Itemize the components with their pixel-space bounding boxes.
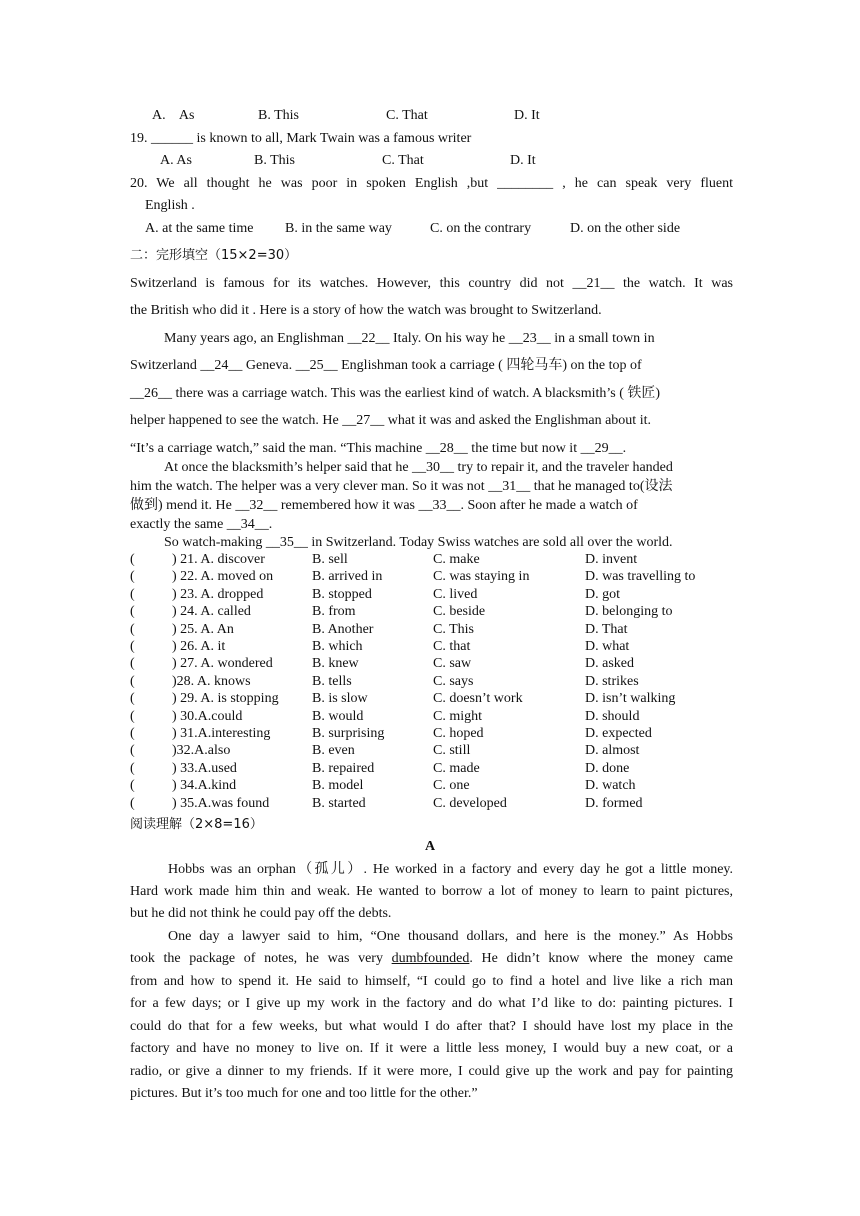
question-option-c: C. doesn’t work [433,691,523,707]
cloze-line: Switzerland is famous for its watches. However, this country did not __21__ the watch. It was [130,276,733,291]
question-option-d: D. what [585,639,630,654]
cloze-line: __26__ there was a carriage watch. This was the earliest kind of watch. A blacksmith’s ( 铁匠) [130,386,661,401]
question-option-a: ) 27. A. wondered [172,656,273,672]
question-option-a: )32.A.also [172,743,231,759]
cloze-line: At once the blacksmith’s helper said that he __30__ try to repair it, and the traveler handed [164,460,673,475]
question-option-a: ) 30.A.could [172,708,243,724]
q19-option-c: C. That [382,153,424,168]
question-option-a: ) 33.A.used [172,760,237,776]
cloze-line: him the watch. The helper was a very clever man. So it was not __31__ that he managed to(设法 [130,479,673,494]
answer-paren[interactable]: ( [130,726,135,741]
section-label: A [424,839,436,854]
question-option-d: D. was travelling to [585,569,696,585]
question-option-b: B. knew [312,656,359,672]
answer-paren[interactable]: ( [130,639,135,654]
question-option-d: D. isn’t walking [585,691,676,707]
question-option-a: ) 25. A. An [172,621,234,637]
question-option-d: D. strikes [585,673,639,689]
question-option-d: D. invent [585,552,638,567]
cloze-line: exactly the same __34__. [130,517,273,532]
reading-line: radio, or give a dinner to my friends. If it were more, I could give up the work and pay for painting [130,1064,733,1079]
answer-paren[interactable]: ( [130,621,135,637]
reading-line: pictures. But it’s too much for one and too little for the other.” [130,1086,478,1101]
question-option-c: C. saw [433,656,472,672]
answer-paren[interactable]: ( [130,673,135,689]
cloze-line: So watch-making __35__ in Switzerland. Today Swiss watches are sold all over the world. [164,535,673,550]
answer-paren[interactable]: ( [130,691,135,707]
cloze-line: Switzerland __24__ Geneva. __25__ Englishman took a carriage ( 四轮马车) on the top of [130,358,642,373]
reading-line: Hard work made him thin and weak. He wanted to borrow a lot of money to learn to paint pictures, [130,884,733,899]
reading-text: . He didn’t know where the money came [469,951,733,966]
question-option-b: B. is slow [312,691,368,707]
question-option-b: B. stopped [312,586,372,602]
answer-paren[interactable]: ( [130,604,135,620]
answer-paren[interactable]: ( [130,552,135,567]
answer-paren[interactable]: ( [130,760,135,776]
question-option-d: D. watch [585,778,636,794]
reading-line: could do that for a few weeks, but what would I do after that? I should have lost my place in the [130,1019,733,1034]
q19-option-b: B. This [254,153,295,168]
question-option-c: C. This [433,621,474,637]
q18-option-c: C. That [386,108,428,123]
reading-line: from and how to spend it. He said to himself, “I could go to find a hotel and live like a rich man [130,974,733,989]
cloze-line: “It’s a carriage watch,” said the man. “This machine __28__ the time but now it __29__. [130,441,627,456]
answer-paren[interactable]: ( [130,743,135,759]
q20-option-a: A. at the same time [145,221,254,236]
question-option-c: C. hoped [433,726,484,741]
question-option-d: D. done [585,760,630,776]
question-option-b: B. started [312,795,366,811]
question-option-b: B. arrived in [312,569,383,585]
question-option-b: B. tells [312,673,352,689]
question-option-c: C. still [433,743,471,759]
q18-option-a: A. As [152,108,195,123]
question-option-b: B. would [312,708,364,724]
answer-paren[interactable]: ( [130,778,135,794]
underlined-word: dumbfounded [391,951,470,966]
q19-stem: 19. ______ is known to all, Mark Twain was a famous writer [130,131,472,146]
question-option-c: C. made [433,760,480,776]
question-option-a: ) 34.A.kind [172,778,237,794]
question-option-b: B. which [312,639,363,654]
question-option-c: C. one [433,778,470,794]
question-option-a: )28. A. knows [172,673,251,689]
cloze-line: helper happened to see the watch. He __27__ what it was and asked the Englishman about it. [130,413,651,428]
question-option-a: ) 24. A. called [172,604,251,620]
question-option-d: D. almost [585,743,640,759]
question-option-c: C. developed [433,795,507,811]
question-option-a: ) 35.A.was found [172,795,270,811]
q19-option-d: D. It [510,153,536,168]
reading-line: but he did not think he could pay off the debts. [130,906,392,921]
question-option-a: ) 23. A. dropped [172,586,264,602]
answer-paren[interactable]: ( [130,708,135,724]
question-option-c: C. was staying in [433,569,530,585]
question-option-d: D. asked [585,656,634,672]
reading-text: took the package of notes, he was very [130,951,392,966]
question-option-a: ) 26. A. it [172,639,226,654]
question-option-b: B. from [312,604,356,620]
question-option-d: D. expected [585,726,652,741]
question-option-b: B. even [312,743,355,759]
reading-line: for a few days; or I give up my work in the factory and do what I’d like to do: painting pictures. I [130,996,733,1011]
question-option-d: D. belonging to [585,604,673,620]
question-option-b: B. repaired [312,760,375,776]
q20-option-b: B. in the same way [285,221,392,236]
cloze-heading: 二：完形填空（15×2=30） [130,248,298,263]
reading-heading: 阅读理解（2×8=16） [130,817,263,832]
q20-option-d: D. on the other side [570,221,681,236]
question-option-b: B. surprising [312,726,385,741]
q18-option-b: B. This [258,108,299,123]
question-option-c: C. beside [433,604,486,620]
answer-paren[interactable]: ( [130,586,135,602]
cloze-line: Many years ago, an Englishman __22__ Italy. On his way he __23__ in a small town in [164,331,655,346]
cloze-line: the British who did it . Here is a story of how the watch was brought to Switzerland. [130,303,602,318]
question-option-c: C. make [433,552,480,567]
question-option-d: D. formed [585,795,643,811]
question-option-c: C. says [433,673,474,689]
question-option-d: D. That [585,621,628,637]
reading-line-with-word [130,950,733,968]
q19-option-a: A. As [160,153,192,168]
question-option-d: D. got [585,586,620,602]
q20-stem: 20. We all thought he was poor in spoken English ,but ________ , he can speak very fluent [130,176,733,191]
question-option-c: C. lived [433,586,478,602]
q20-stem-cont: English . [145,198,195,213]
question-option-d: D. should [585,708,640,724]
reading-line: Hobbs was an orphan（孤儿）. He worked in a factory and every day he got a little money. [168,862,733,877]
reading-line: One day a lawyer said to him, “One thousand dollars, and here is the money.” As Hobbs [168,929,733,944]
cloze-line: 做到) mend it. He __32__ remembered how it was __33__. Soon after he made a watch of [130,498,638,513]
q18-option-d: D. It [514,108,540,123]
answer-paren[interactable]: ( [130,795,135,811]
q20-option-c: C. on the contrary [430,221,532,236]
question-option-b: B. Another [312,621,374,637]
question-option-a: ) 21. A. discover [172,552,265,567]
question-option-a: ) 22. A. moved on [172,569,274,585]
question-option-a: ) 29. A. is stopping [172,691,279,707]
question-option-b: B. sell [312,552,348,567]
reading-line: factory and have no money to live on. If it were a little less money, I would buy a new coat, or a [130,1041,733,1056]
question-option-a: ) 31.A.interesting [172,726,271,741]
question-option-c: C. that [433,639,471,654]
question-option-c: C. might [433,708,483,724]
question-option-b: B. model [312,778,364,794]
answer-paren[interactable]: ( [130,569,135,585]
answer-paren[interactable]: ( [130,656,135,672]
